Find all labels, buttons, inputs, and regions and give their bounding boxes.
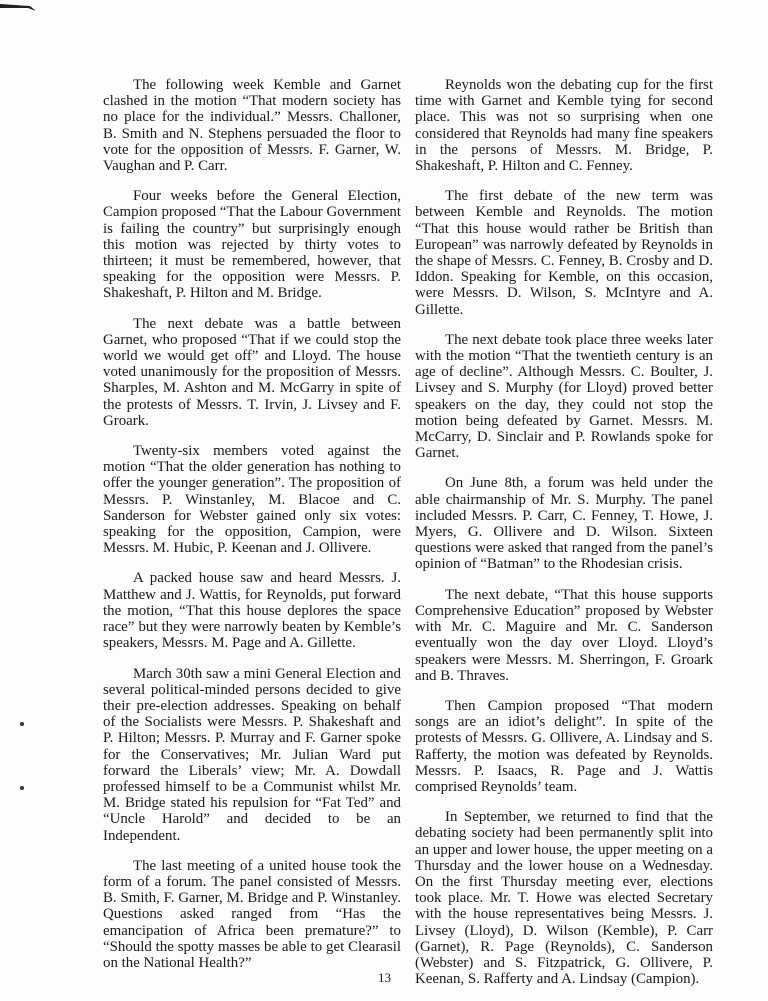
paragraph: Four weeks before the General Election, Campion proposed “That the Labour Government is failing the country” but surprisingly enough this motion was rejected by thirty votes to thirteen; it must be remembered, however, that speaking for the opposition were Messrs. P. Shakeshaft, P. Hilton and M. Bridge. <box>103 188 401 302</box>
scan-corner-mark <box>0 2 38 12</box>
paragraph: The next debate was a battle between Garnet, who proposed “That if we could stop the world we would get off” and Lloyd. The house voted unanimously for the proposition of Messrs. Sharples, M. Ashton and M. McGarry in spite of the protests of Messrs. T. Irvin, J. Livsey and F. Groark. <box>103 315 401 429</box>
margin-dot <box>20 786 24 790</box>
paragraph: In September, we returned to find that the debating society had been permanently split into an upper and lower house, the upper meeting on a Thursday and the lower house on a Wednesday. On the first Thursday meeting ever, elections took place. Mr. T. Howe was elected Secretary with the house representatives being Messrs. J. Livsey (Lloyd), D. Wilson (Kemble), P. Carr (Garnet), R. Page (Reynolds), C. Sanderson (Webster) and S. Fitzpatrick, G. Ollivere, P. Keenan, S. Rafferty and A. Lindsay (Campion). <box>415 809 713 988</box>
page-number: 13 <box>378 970 391 985</box>
paragraph: The next debate, “That this house supports Comprehensive Education” proposed by Webster with Mr. C. Maguire and Mr. C. Sanderson eventually won the day over Lloyd. Lloyd’s speakers were Messrs. M. Sherringon, F. Groark and B. Thraves. <box>415 586 713 684</box>
paragraph: The last meeting of a united house took the form of a forum. The panel consisted of Messrs. B. Smith, F. Garner, M. Bridge and P. Winstanley. Questions asked ranged from “Has the emancipation of Africa been premature?” to “Should the spotty masses be able to get Clearasil on the National Health?” <box>103 857 401 971</box>
paragraph: Twenty-six members voted against the motion “That the older generation has nothing to offer the younger generation”. The proposition of Messrs. P. Winstanley, M. Blacoe and C. Sanderson for Webster gained only six votes: speaking for the opposition, Campion, were Messrs. M. Hubic, P. Keenan and J. Ollivere. <box>103 443 401 557</box>
left-column <box>103 77 401 985</box>
paragraph: The next debate took place three weeks later with the motion “That the twentieth century is an age of decline”. Although Messrs. C. Boulter, J. Livsey and S. Murphy (for Lloyd) proved better speakers on the day, they could not stop the motion being defeated by Garnet. Messrs. M. McCarry, D. Sinclair and P. Rowlands spoke for Garnet. <box>415 331 713 462</box>
margin-dot <box>20 722 24 726</box>
paragraph: Reynolds won the debating cup for the first time with Garnet and Kemble tying for second place. This was not so surprising when one considered that Reynolds had many fine speakers in the persons of Messrs. M. Bridge, P. Shakeshaft, P. Hilton and C. Fenney. <box>415 77 713 175</box>
paragraph: Then Campion proposed “That modern songs are an idiot’s delight”. In spite of the protests of Messrs. G. Ollivere, A. Lindsay and S. Rafferty, the motion was defeated by Reynolds. Messrs. P. Isaacs, R. Page and J. Wattis comprised Reynolds’ team. <box>415 697 713 795</box>
paragraph: A packed house saw and heard Messrs. J. Matthew and J. Wattis, for Reynolds, put forward the motion, “That this house deplores the space race” but they were narrowly beaten by Kemble’s speakers, Messrs. M. Page and A. Gillette. <box>103 570 401 652</box>
paragraph: On June 8th, a forum was held under the able chairmanship of Mr. S. Murphy. The panel included Messrs. P. Carr, C. Fenney, T. Howe, J. Myers, G. Ollivere and D. Wilson. Sixteen questions were asked that ranged from the panel’s opinion of “Batman” to the Rhodesian crisis. <box>415 475 713 573</box>
paragraph: The first debate of the new term was between Kemble and Reynolds. The motion “That this house would rather be British than European” was narrowly defeated by Reynolds in the shape of Messrs. C. Fenney, B. Crosby and D. Iddon. Speaking for Kemble, on this occasion, were Messrs. D. Wilson, S. McIntyre and A. Gillette. <box>415 188 713 318</box>
right-column <box>415 77 713 1001</box>
paragraph: March 30th saw a mini General Election and several political-minded persons decided to give their pre-election addresses. Speaking on behalf of the Socialists were Messrs. P. Shakeshaft and P. Hilton; Messrs. P. Murray and F. Garner spoke for the Conservatives; Mr. Julian Ward put forward the Liberals’ view; Mr. A. Dowdall professed himself to be a Communist whilst Mr. M. Bridge stated his repulsion for “Fat Ted” and “Uncle Harold” and decided to be an Independent. <box>103 665 401 844</box>
paragraph: The following week Kemble and Garnet clashed in the motion “That modern society has no place for the individual.” Messrs. Challoner, B. Smith and N. Stephens persuaded the floor to vote for the opposition of Messrs. F. Garner, W. Vaughan and P. Carr. <box>103 77 401 175</box>
